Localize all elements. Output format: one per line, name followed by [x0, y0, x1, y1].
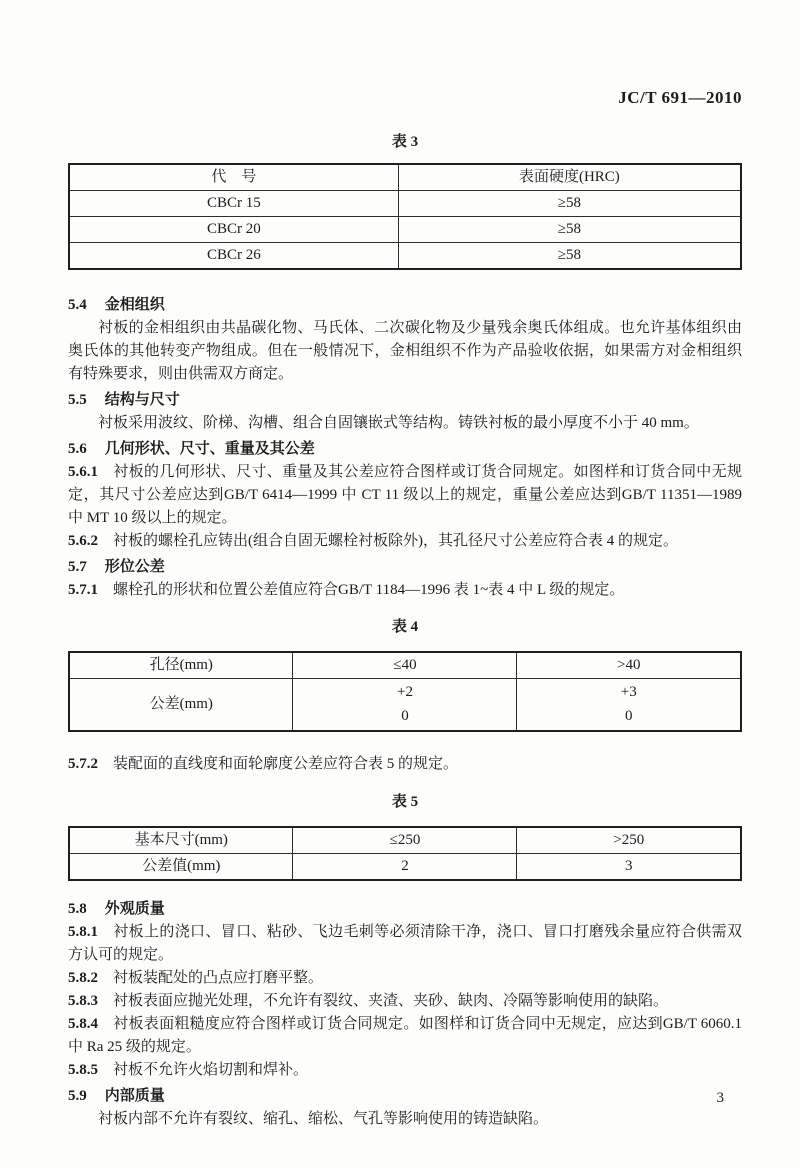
table5 — [68, 826, 742, 881]
tolerance-cell: +2 0 — [293, 679, 517, 731]
table3-header-row — [69, 164, 741, 191]
clause-5-8-4: 5.8.4 衬板表面粗糙度应符合图样或订货合同规定。如图样和订货合同中无规定，应达到GB/T 6060.1 中 Ra 25 级的规定。 — [68, 1015, 742, 1055]
clause-5-8-3: 5.8.3 衬板表面应抛光处理，不允许有裂纹、夹渣、夹砂、缺肉、冷隔等影响使用的缺陷。 — [68, 992, 669, 1009]
paragraph-5-4: 衬板的金相组织由共晶碳化物、马氏体、二次碳化物及少量残余奥氏体组成。也允许基体组织由奥氏体的其他转变产物组成。但在一般情况下，金相组织不作为产品验收依据，如果需方对金相组织有特殊要求，则由供需双方商定。 — [68, 320, 742, 382]
table3-header-code: 代 号 — [69, 164, 398, 191]
paragraph-5-5: 衬板采用波纹、阶梯、沟槽、组合自固镶嵌式等结构。铸铁衬板的最小厚度不小于 40 mm。 — [98, 415, 699, 431]
table5-header-size: 基本尺寸(mm) — [69, 827, 293, 854]
table5-header-le250: ≤250 — [293, 827, 517, 854]
clause-5-7-2: 5.7.2 装配面的直线度和面轮廓度公差应符合表 5 的规定。 — [68, 755, 459, 772]
table4-caption: 表 4 — [391, 619, 419, 635]
clause-5-6-1: 5.6.1 衬板的几何形状、尺寸、重量及其公差应符合图样或订货合同规定。如图样和订货合同中无规定，其尺寸公差应达到GB/T 6414—1999 中 CT 11 级以上的规定，重量公差应达到GB/T 11351—1989 中 MT 10 级以上的规定。 — [68, 464, 742, 526]
table4-header-row — [69, 652, 741, 679]
clause-5-6-2: 5.6.2 衬板的螺栓孔应铸出(组合自固无螺栓衬板除外)，其孔径尺寸公差应符合表 4 的规定。 — [68, 533, 678, 549]
section-heading-5-8: 5.8 外观质量 — [68, 900, 165, 917]
tolerance-value-cell: 2 — [293, 853, 517, 880]
table3-caption: 表 3 — [391, 134, 419, 150]
clause-5-8-2: 5.8.2 衬板装配处的凸点应打磨平整。 — [68, 969, 324, 986]
table3 — [68, 163, 742, 270]
table4-header-le40: ≤40 — [293, 652, 517, 679]
paragraph-5-9: 衬板内部不允许有裂纹、缩孔、缩松、气孔等影响使用的铸造缺陷。 — [98, 1110, 549, 1127]
table3-header-hardness: 表面硬度(HRC) — [398, 164, 741, 191]
grade-code-cell: CBCr 15 — [69, 191, 398, 217]
clause-5-7-1: 5.7.1 螺栓孔的形状和位置公差值应符合GB/T 1184—1996 表 1~表 4 中 L 级的规定。 — [68, 582, 625, 598]
tolerance-label-cell: 公差(mm) — [69, 679, 293, 731]
standard-code: JC/T 691—2010 — [618, 88, 742, 107]
table4-header-gt40: >40 — [517, 652, 741, 679]
table5-header-row — [69, 827, 741, 854]
clause-5-8-1: 5.8.1 衬板上的浇口、冒口、粘砂、飞边毛刺等必须清除干净，浇口、冒口打磨残余量应符合供需双方认可的规定。 — [68, 923, 742, 963]
table-row — [69, 853, 741, 880]
section-heading-5-5: 5.5 结构与尺寸 — [68, 392, 180, 408]
table5-caption: 表 5 — [391, 793, 419, 810]
section-heading-5-7: 5.7 形位公差 — [68, 559, 165, 575]
hardness-cell: ≥58 — [398, 217, 741, 243]
hardness-cell: ≥58 — [398, 191, 741, 217]
table5-header-gt250: >250 — [517, 827, 741, 854]
section-heading-5-4: 5.4 金相组织 — [68, 297, 165, 313]
section-heading-5-9: 5.9 内部质量 — [68, 1087, 165, 1104]
hardness-cell: ≥58 — [398, 243, 741, 270]
clause-5-8-5: 5.8.5 衬板不允许火焰切割和焊补。 — [68, 1061, 309, 1078]
tolerance-cell: +3 0 — [517, 679, 741, 731]
table4-header-diameter: 孔径(mm) — [69, 652, 293, 679]
table-row — [69, 217, 741, 243]
tolerance-value-label-cell: 公差值(mm) — [69, 853, 293, 880]
section-heading-5-6: 5.6 几何形状、尺寸、重量及其公差 — [68, 441, 315, 457]
table-row — [69, 243, 741, 270]
grade-code-cell: CBCr 26 — [69, 243, 398, 270]
grade-code-cell: CBCr 20 — [69, 217, 398, 243]
table-row — [69, 679, 741, 731]
page-number: 3 — [716, 1090, 724, 1106]
document-page — [68, 88, 742, 1131]
sections — [68, 294, 742, 1131]
table-row — [69, 191, 741, 217]
table4 — [68, 651, 742, 732]
tolerance-value-cell: 3 — [517, 853, 741, 880]
